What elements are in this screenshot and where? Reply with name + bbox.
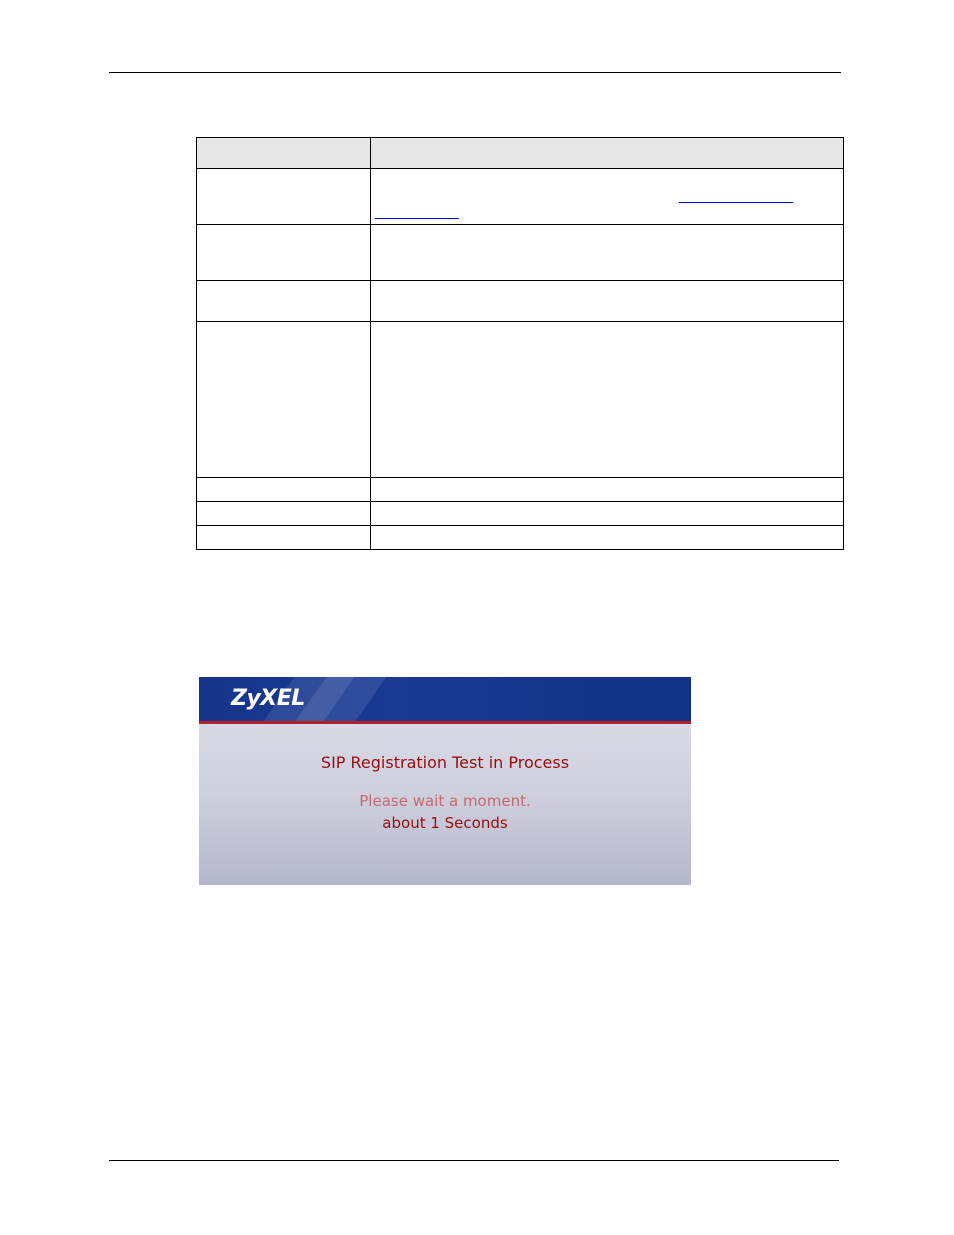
time-remaining: about 1 Seconds	[382, 814, 508, 832]
table-cell	[371, 169, 844, 225]
table-cell	[371, 281, 844, 322]
hyperlink[interactable]	[679, 202, 793, 203]
table-cell	[197, 322, 371, 478]
zyxel-logo: ZyXEL	[231, 686, 305, 711]
table-row	[197, 281, 844, 322]
dialog-header	[199, 677, 691, 721]
table-cell	[371, 526, 844, 550]
table-header-cell	[197, 138, 371, 169]
wait-message: Please wait a moment.	[359, 792, 531, 810]
table-cell	[197, 502, 371, 526]
header-divider	[199, 721, 691, 724]
table-row	[197, 169, 844, 225]
reference-table	[196, 137, 844, 550]
table-cell	[197, 169, 371, 225]
table-cell	[371, 322, 844, 478]
hyperlink[interactable]	[375, 218, 459, 219]
table-row	[197, 502, 844, 526]
table-header-row	[197, 138, 844, 169]
table-cell	[197, 526, 371, 550]
table-cell	[371, 478, 844, 502]
table-row	[197, 478, 844, 502]
footer-rule	[109, 1160, 839, 1161]
header-rule	[109, 72, 841, 73]
table-cell	[371, 225, 844, 281]
table-cell	[197, 478, 371, 502]
table-row	[197, 322, 844, 478]
table-row	[197, 526, 844, 550]
table-cell	[371, 502, 844, 526]
table-cell	[197, 281, 371, 322]
table-header-cell	[371, 138, 844, 169]
dialog-title: SIP Registration Test in Process	[320, 753, 570, 772]
table-cell	[197, 225, 371, 281]
sip-registration-dialog	[199, 677, 691, 885]
table-row	[197, 225, 844, 281]
